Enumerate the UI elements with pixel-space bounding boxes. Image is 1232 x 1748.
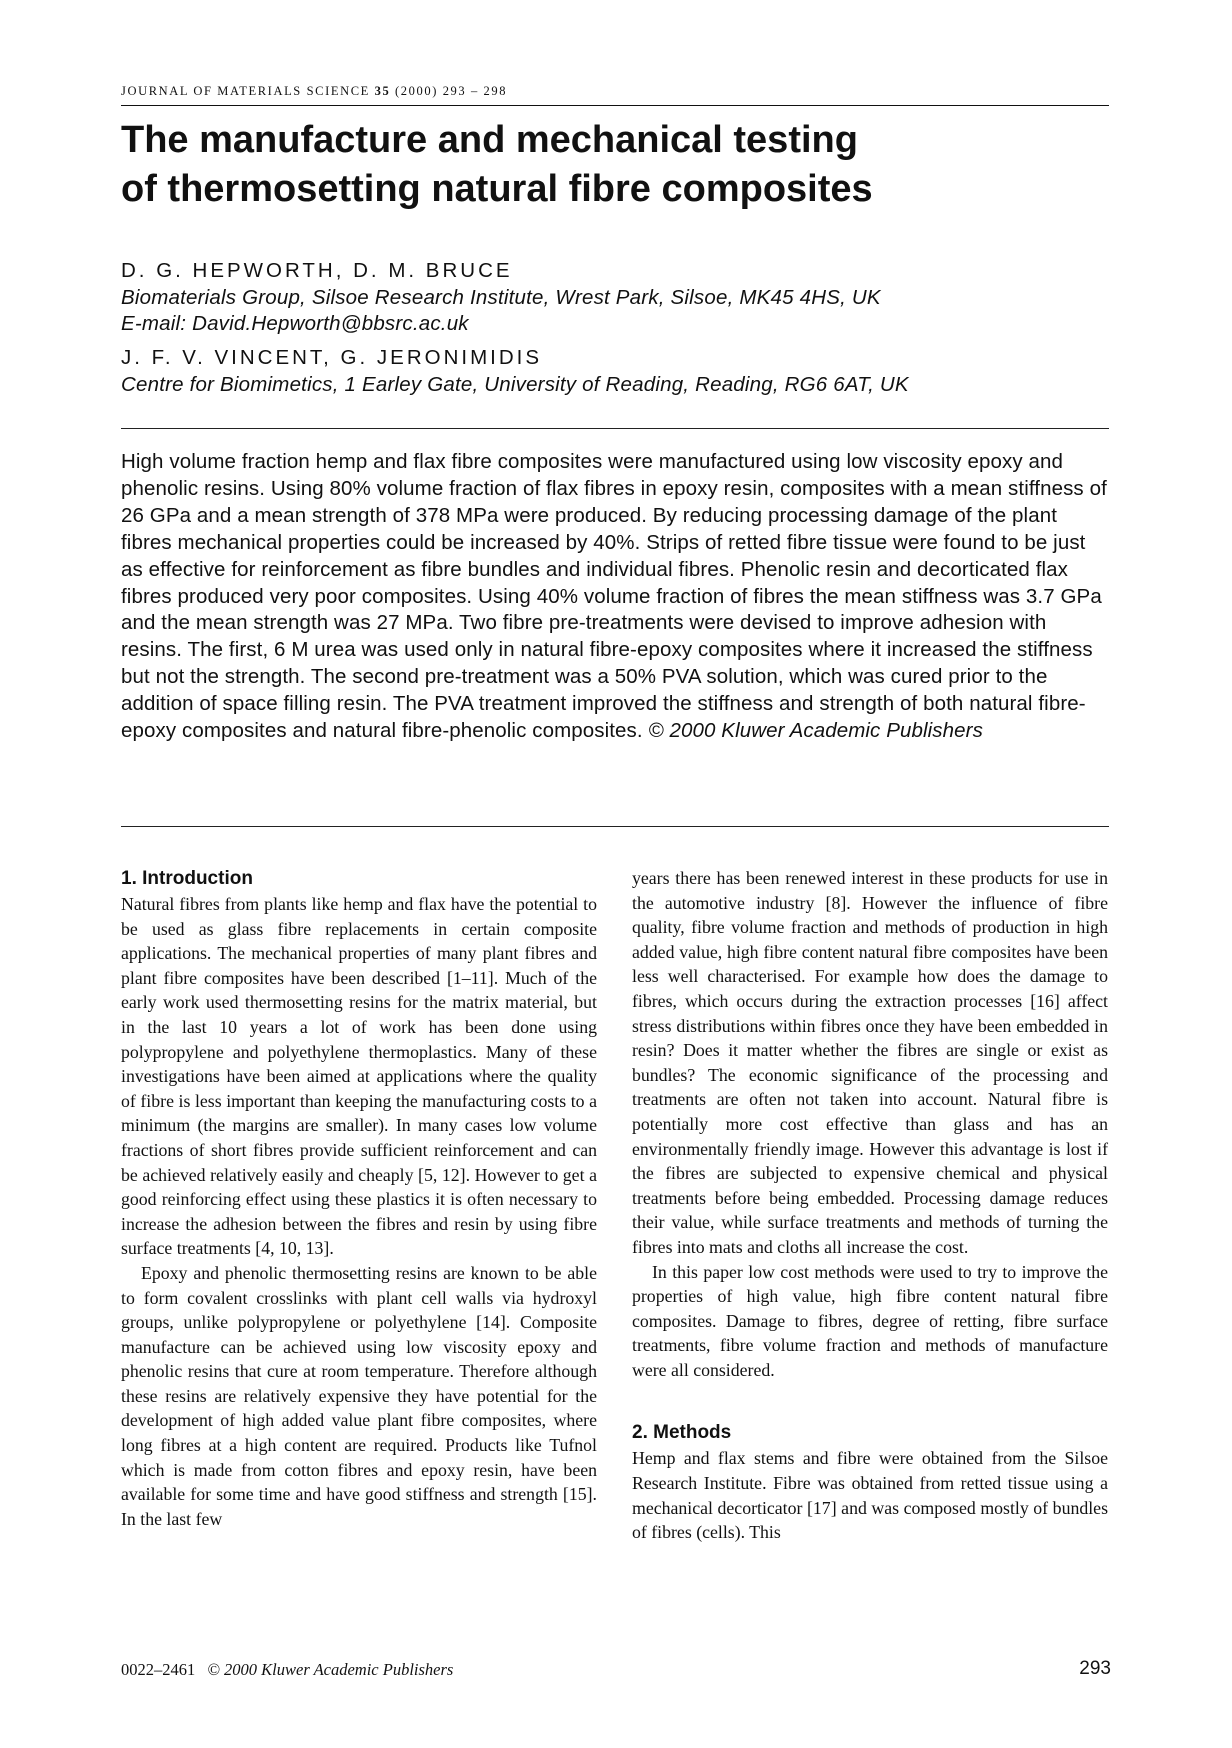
left-column bbox=[121, 866, 597, 1531]
page-footer bbox=[121, 1660, 453, 1680]
journal-year-pages: (2000) 293 – 298 bbox=[395, 84, 508, 98]
abstract bbox=[121, 449, 1109, 745]
right-column bbox=[632, 866, 1108, 1545]
affiliation-1: Biomaterials Group, Silsoe Research Institute, Wrest Park, Silsoe, MK45 4HS, UK bbox=[121, 286, 881, 309]
author-group-1: D. G. HEPWORTH, D. M. BRUCE bbox=[121, 259, 513, 282]
methods-heading: 2. Methods bbox=[632, 1422, 732, 1444]
introduction-paragraph-3: years there has been renewed interest in these products for use in the automotive industry [8]. However the influence of fibre quality, fibre volume fraction and methods of production in high added value, high fibre content natural fibre composites have been less well characterised. For example how does the damage to fibres, which occurs during the extraction processes [16] affect stress distributions within fibres once they have been embedded in resin? Does it matter whether the fibres are single or exist as bundles? The economic significance of the processing and treatments are often not taken into account. Natural fibre is potentially more cost effective than glass and has an environmentally friendly image. However this advantage is lost if the fibres are subjected to expensive chemical and physical treatments before being embedded. Processing damage reduces their value, while surface treatments and methods of turning the fibres into mats and cloths all increase the cost. bbox=[632, 868, 1108, 1257]
abstract-text: High volume fraction hemp and flax fibre composites were manufactured using low viscosity epoxy and phenolic resins. Using 80% volume fraction of flax fibres in epoxy resin, composites with a mean stiffness of 26 GPa and a mean strength of 378 MPa were produced. By reducing processing damage of the plant fibres mechanical properties could be increased by 40%. Strips of retted fibre tissue were found to be just as effective for reinforcement as fibre bundles and individual fibres. Phenolic resin and decorticated flax fibres produced very poor composites. Using 40% volume fraction of fibres the mean stiffness was 3.7 GPa and the mean strength was 27 MPa. Two fibre pre-treatments were devised to improve adhesion with resins. The first, 6 M urea was used only in natural fibre-epoxy composites where it increased the stiffness but not the strength. The second pre-treatment was a 50% PVA solution, which was cured prior to the addition of space filling resin. The PVA treatment improved the stiffness and strength of both natural fibre-epoxy composites and natural fibre-phenolic composites. bbox=[121, 450, 1107, 743]
affiliation-2: Centre for Biomimetics, 1 Earley Gate, University of Reading, Reading, RG6 6AT, UK bbox=[121, 373, 909, 396]
journal-header bbox=[121, 84, 1109, 106]
journal-name: JOURNAL OF MATERIALS SCIENCE bbox=[121, 84, 370, 98]
introduction-paragraph-4: In this paper low cost methods were used to try to improve the properties of high value, high fibre content natural fibre composites. Damage to fibres, degree of retting, fibre surface treatments, fibre volume fraction and methods of manufacture were all considered. bbox=[632, 1261, 1108, 1380]
title-line-2: of thermosetting natural fibre composites bbox=[121, 168, 873, 210]
introduction-heading: 1. Introduction bbox=[121, 868, 253, 889]
methods-paragraph-1: Hemp and flax stems and fibre were obtained from the Silsoe Research Institute. Fibre was obtained from retted tissue using a mechanical decorticator [17] and was composed mostly of bundles of fibres (cells). This bbox=[632, 1448, 1108, 1543]
title-line-1: The manufacture and mechanical testing bbox=[121, 119, 858, 161]
journal-volume: 35 bbox=[374, 84, 391, 98]
paper-title bbox=[121, 116, 1021, 214]
introduction-paragraph-1: Natural fibres from plants like hemp and flax have the potential to be used as glass fibre replacements in certain composite applications. The mechanical properties of many plant fibres and plant fibre composites have been described [1–11]. Much of the early work used thermosetting resins for the matrix material, but in the last 10 years a lot of work has been done using polypropylene and polyethylene thermoplastics. Many of these investigations have been aimed at applications where the quality of fibre is less important than keeping the manufacturing costs to a minimum (the margins are smaller). In many cases low volume fractions of short fibres provide sufficient reinforcement and can be achieved relatively easily and cheaply [5, 12]. However to get a good reinforcing effect using these plastics it is often necessary to increase the adhesion between the fibres and resin by using fibre surface treatments [4, 10, 13]. bbox=[121, 894, 597, 1259]
issn: 0022–2461 bbox=[121, 1660, 196, 1679]
author-email: E-mail: David.Hepworth@bbsrc.ac.uk bbox=[121, 312, 469, 335]
author-group-2: J. F. V. VINCENT, G. JERONIMIDIS bbox=[121, 346, 543, 369]
abstract-bottom-rule bbox=[121, 826, 1109, 827]
page-number: 293 bbox=[1079, 1658, 1111, 1679]
abstract-top-rule bbox=[121, 428, 1109, 429]
introduction-paragraph-2: Epoxy and phenolic thermosetting resins are known to be able to form covalent crosslinks with plant cell walls via hydroxyl groups, unlike polypropylene or polyethylene [14]. Composite manufacture can be achieved using low viscosity epoxy and phenolic resins that cure at room temperature. Therefore although these resins are relatively expensive they have potential for the development of high added value plant fibre composites, where long fibres at a high content are required. Products like Tufnol which is made from cotton fibres and epoxy resin, have been available for some time and have good stiffness and strength [15]. In the last few bbox=[121, 1262, 597, 1529]
footer-copyright: © 2000 Kluwer Academic Publishers bbox=[207, 1660, 454, 1679]
abstract-copyright: © 2000 Kluwer Academic Publishers bbox=[648, 719, 983, 743]
section-spacer bbox=[632, 1382, 1108, 1420]
